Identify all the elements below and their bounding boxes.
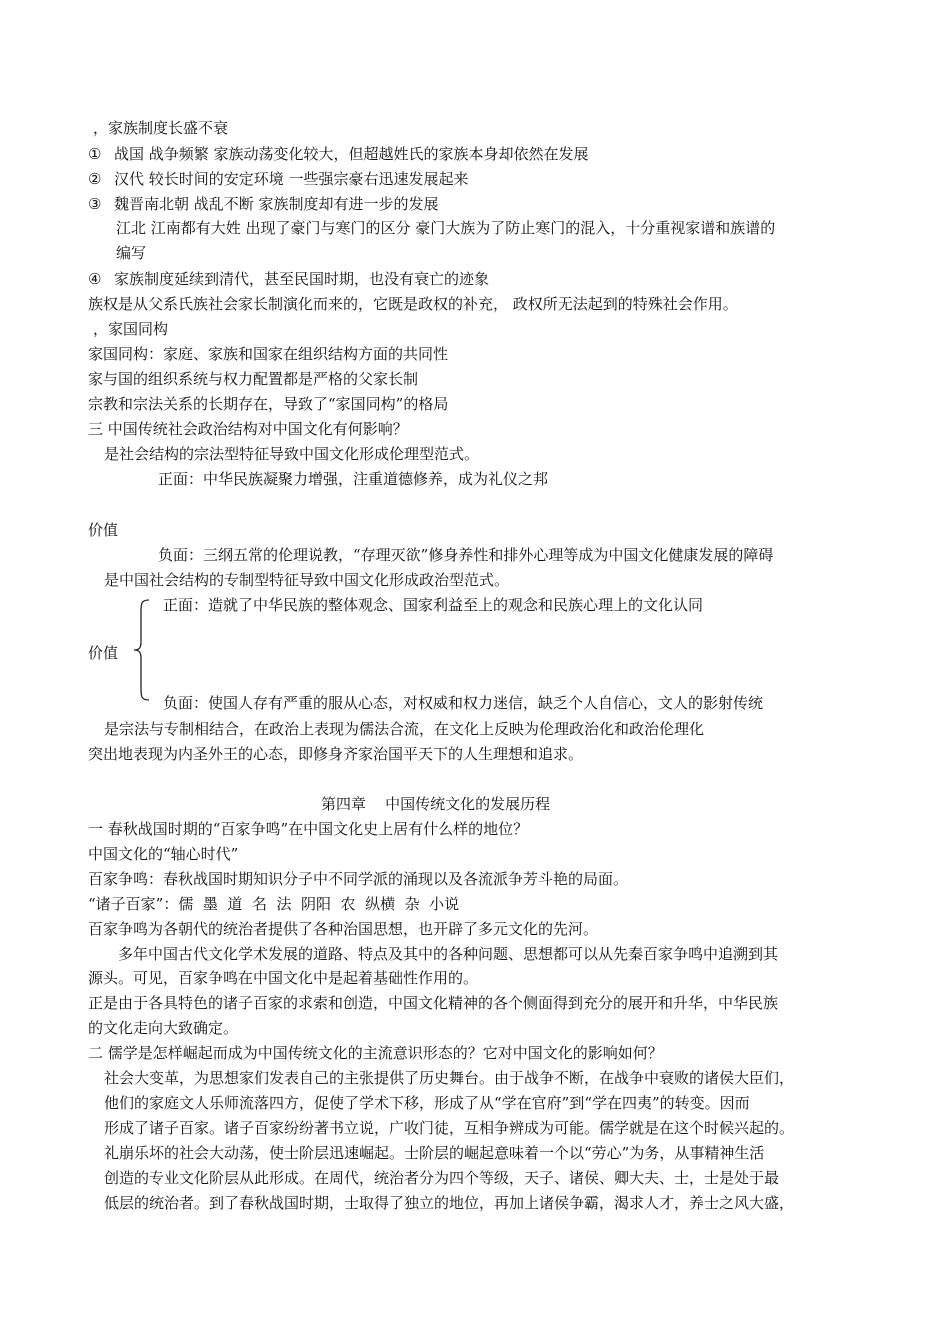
item-text: 汉代 较长时间的安定环境 一些强宗豪右迅速发展起来	[114, 170, 469, 188]
paragraph-line: 突出地表现为内圣外王的心态，即修身齐家治国平天下的人生理想和追求。	[88, 745, 584, 763]
list-item	[88, 144, 589, 164]
value-positive: 正面：造就了中华民族的整体观念、国家利益至上的观念和民族心理上的文化认同	[163, 596, 704, 614]
curly-brace-icon	[131, 598, 153, 702]
item-number: ③	[88, 195, 102, 213]
value-negative: 负面：三纲五常的伦理说教，“存理灭欲”修身养性和排外心理等成为中国文化健康发展的障碍	[158, 546, 774, 564]
section-heading-isomorphism: ，家国同构	[93, 320, 169, 338]
paragraph-line: 源头。可见，百家争鸣在中国文化中是起着基础性作用的。	[88, 969, 479, 987]
paragraph-line: 百家争鸣：春秋战国时期知识分子中不同学派的涌现以及各流派争芳斗艳的局面。	[88, 870, 629, 888]
paragraph-line: 中国文化的“轴心时代”	[88, 845, 239, 863]
paragraph-line: 是社会结构的宗法型特征导致中国文化形成伦理型范式。	[104, 445, 480, 463]
value-label: 价值	[88, 521, 119, 539]
item-number: ①	[88, 145, 102, 163]
section-heading-family: ，家族制度长盛不衰	[93, 119, 229, 137]
paragraph-line: “诸子百家”：儒 墨 道 名 法 阴阳 农 纵横 杂 小说	[88, 895, 460, 913]
paragraph-line: 多年中国古代文化学术发展的道路、特点及其中的各种问题、思想都可以从先秦百家争鸣中追溯到其	[118, 945, 779, 963]
paragraph-line: 低层的统治者。到了春秋战国时期，士取得了独立的地位，再加上诸侯争霸，渴求人才，养士之风大盛，	[104, 1194, 795, 1212]
question-heading: 二 儒学是怎样崛起而成为中国传统文化的主流意识形态的？它对中国文化的影响如何？	[88, 1044, 663, 1062]
paragraph-line: 家与国的组织系统与权力配置都是严格的父家长制	[88, 370, 419, 388]
paragraph-line: 形成了诸子百家。诸子百家纷纷著书立说，广收门徒，互相争辨成为可能。儒学就是在这个时候兴起的。	[104, 1119, 795, 1137]
item-continuation: 江北 江南都有大姓 出现了豪门与寒门的区分 豪门大族为了防止寒门的混入，十分重视家谱和族谱的	[116, 219, 776, 237]
paragraph-line: 的文化走向大致确定。	[88, 1019, 239, 1037]
paragraph-line: 他们的家庭文人乐师流落四方，促使了学术下移，形成了从“学在官府”到“学在四夷”的转变。因而	[104, 1094, 750, 1112]
question-heading: 三 中国传统社会政治结构对中国文化有何影响？	[88, 420, 408, 438]
item-number: ④	[88, 270, 102, 288]
paragraph-line: 是宗法与专制相结合，在政治上表现为儒法合流，在文化上反映为伦理政治化和政治伦理化	[104, 720, 705, 738]
paragraph-line: 家国同构：家庭、家族和国家在组织结构方面的共同性	[88, 345, 449, 363]
list-item	[88, 169, 469, 189]
paragraph-line: 宗教和宗法关系的长期存在，导致了“家国同构”的格局	[88, 395, 449, 413]
item-text: 家族制度延续到清代，甚至民国时期，也没有衰亡的迹象	[114, 270, 490, 288]
paragraph-line: 创造的专业文化阶层从此形成。在周代，统治者分为四个等级，天子、诸侯、卿大夫、士，士是处于最	[104, 1169, 780, 1187]
paragraph-line: 是中国社会结构的专制型特征导致中国文化形成政治型范式。	[104, 571, 510, 589]
list-item	[88, 194, 439, 214]
list-item	[88, 269, 489, 289]
value-label: 价值	[88, 644, 119, 662]
question-heading: 一 春秋战国时期的“百家争鸣”在中国文化史上居有什么样的地位？	[88, 820, 529, 838]
paragraph-line: 社会大变革，为思想家们发表自己的主张提供了历史舞台。由于战争不断，在战争中衰败的诸侯大臣们，	[104, 1069, 795, 1087]
item-number: ②	[88, 170, 102, 188]
item-continuation: 编写	[116, 244, 147, 262]
paragraph-line: 礼崩乐坏的社会大动荡，使士阶层迅速崛起。士阶层的崛起意味着一个以“劳心”为务，从事精神生活	[104, 1144, 765, 1162]
item-text: 魏晋南北朝 战乱不断 家族制度却有进一步的发展	[114, 195, 439, 213]
item-text: 战国 战争频繁 家族动荡变化较大，但超越姓氏的家族本身却依然在发展	[114, 145, 589, 163]
paragraph-line: 百家争鸣为各朝代的统治者提供了各种治国思想，也开辟了多元文化的先河。	[88, 920, 599, 938]
paragraph-line: 正是由于各具特色的诸子百家的求索和创造，中国文化精神的各个侧面得到充分的展开和升华，中华民族	[88, 994, 779, 1012]
value-positive: 正面：中华民族凝聚力增强，注重道德修养，成为礼仪之邦	[158, 470, 549, 488]
paragraph-line: 族权是从父系氏族社会家长制演化而来的，它既是政权的补充， 政权所无法起到的特殊社会作用。	[88, 295, 738, 313]
chapter-title: 第四章 中国传统文化的发展历程	[321, 795, 551, 813]
value-negative: 负面：使国人存有严重的服从心态，对权威和权力迷信，缺乏个人自信心，文人的影射传统	[163, 694, 764, 712]
